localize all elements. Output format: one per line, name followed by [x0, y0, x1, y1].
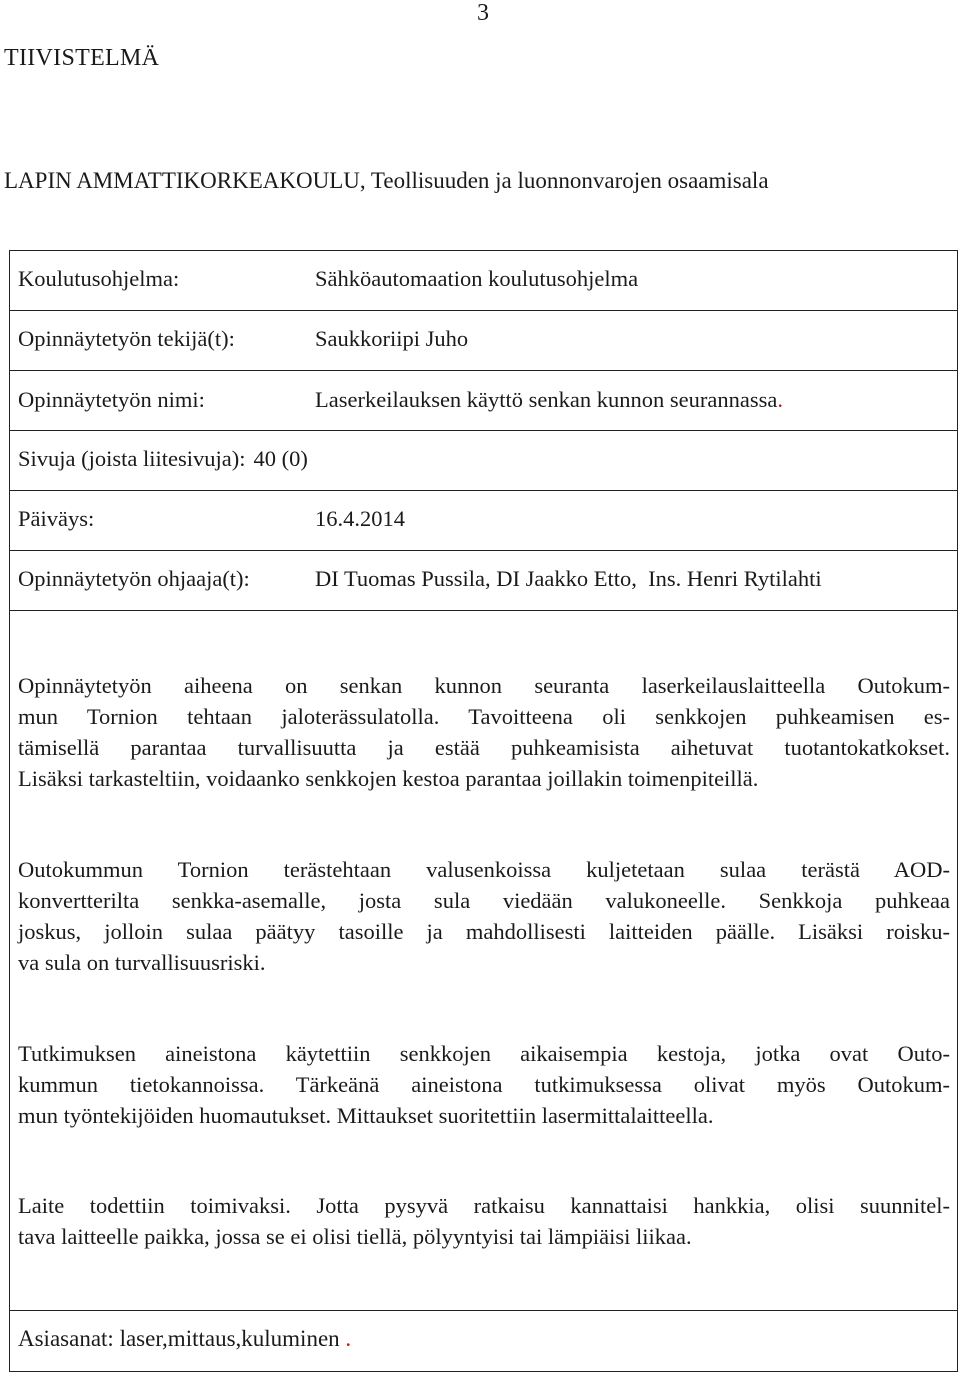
program-label: Koulutusohjelma:	[18, 266, 180, 291]
divider	[9, 550, 958, 551]
keywords-trailing-mark: .	[345, 1326, 352, 1351]
abstract-paragraph-2	[18, 854, 950, 978]
divider	[9, 370, 958, 371]
divider	[9, 610, 958, 611]
divider	[9, 430, 958, 431]
program-value: Sähköautomaation koulutusohjelma	[315, 266, 639, 291]
supervisor-label: Opinnäytetyön ohjaaja(t):	[18, 566, 250, 591]
abstract-paragraph-4	[18, 1190, 950, 1252]
paragraph-line: kummun tietokannoissa. Tärkeänä aineistona tutkimuksessa olivat myös Outokum-	[18, 1072, 950, 1097]
date-label: Päiväys:	[18, 506, 95, 531]
paragraph-line: va sula on turvallisuusriski.	[18, 950, 266, 975]
thesis-name-value-group	[315, 387, 783, 413]
abstract-paragraph-3	[18, 1038, 950, 1131]
date-value: 16.4.2014	[315, 506, 405, 531]
thesis-name-row	[18, 387, 783, 413]
supervisor-value: DI Tuomas Pussila, DI Jaakko Etto, Ins. Henri Rytilahti	[315, 566, 822, 591]
paragraph-line: Outokummun Tornion terästehtaan valusenkoissa kuljetetaan sulaa terästä AOD-	[18, 857, 950, 882]
program-row	[18, 266, 639, 292]
paragraph-line: Lisäksi tarkasteltiin, voidaanko senkkojen kestoa parantaa joillakin toimenpiteillä.	[18, 766, 759, 791]
thesis-name-trailing-mark: .	[777, 387, 783, 412]
date-row	[18, 506, 405, 532]
pages-value: 40 (0)	[253, 446, 308, 471]
author-value: Saukkoriipi Juho	[315, 326, 469, 351]
page-title: TIIVISTELMÄ	[4, 45, 160, 71]
paragraph-line: mun työntekijöiden huomautukset. Mittaukset suoritettiin lasermittalaitteella.	[18, 1103, 714, 1128]
pages-label: Sivuja (joista liitesivuja):	[18, 446, 246, 471]
divider	[9, 310, 958, 311]
thesis-name-value: Laserkeilauksen käyttö senkan kunnon seurannassa	[315, 387, 778, 412]
keywords-label: Asiasanat:	[18, 1326, 114, 1351]
pages-row	[18, 446, 308, 472]
author-row	[18, 326, 469, 352]
abstract-paragraph-1	[18, 670, 950, 794]
supervisor-row	[18, 566, 822, 592]
keywords-value: laser,mittaus,kuluminen	[119, 1326, 340, 1351]
paragraph-line: joskus, jolloin sulaa päätyy tasoille ja mahdollisesti laitteiden päälle. Lisäksi roisku-	[18, 919, 950, 944]
paragraph-line: mun Tornion tehtaan jaloterässulatolla. Tavoitteena oli senkkojen puhkeamisen es-	[18, 704, 950, 729]
paragraph-line: Laite todettiin toimivaksi. Jotta pysyvä ratkaisu kannattaisi hankkia, olisi suunnitel-	[18, 1193, 950, 1218]
keywords-row	[18, 1326, 351, 1352]
paragraph-line: Opinnäytetyön aiheena on senkan kunnon seuranta laserkeilauslaitteella Outokum-	[18, 673, 950, 698]
paragraph-line: konvertterilta senkka-asemalle, josta sula viedään valukoneelle. Senkkoja puhkeaa	[18, 888, 950, 913]
page-number: 3	[477, 0, 489, 26]
divider	[9, 1310, 958, 1311]
thesis-name-label: Opinnäytetyön nimi:	[18, 387, 205, 412]
paragraph-line: Tutkimuksen aineistona käytettiin senkkojen aikaisempia kestoja, jotka ovat Outo-	[18, 1041, 950, 1066]
institution-line: LAPIN AMMATTIKORKEAKOULU, Teollisuuden ja luonnonvarojen osaamisala	[4, 168, 769, 193]
paragraph-line: tava laitteelle paikka, jossa se ei olisi tiellä, pölyyntyisi tai lämpiäisi liikaa.	[18, 1224, 692, 1249]
paragraph-line: tämisellä parantaa turvallisuutta ja estää puhkeamisista aihetuvat tuotantokatkokset.	[18, 735, 950, 760]
divider	[9, 490, 958, 491]
author-label: Opinnäytetyön tekijä(t):	[18, 326, 235, 351]
